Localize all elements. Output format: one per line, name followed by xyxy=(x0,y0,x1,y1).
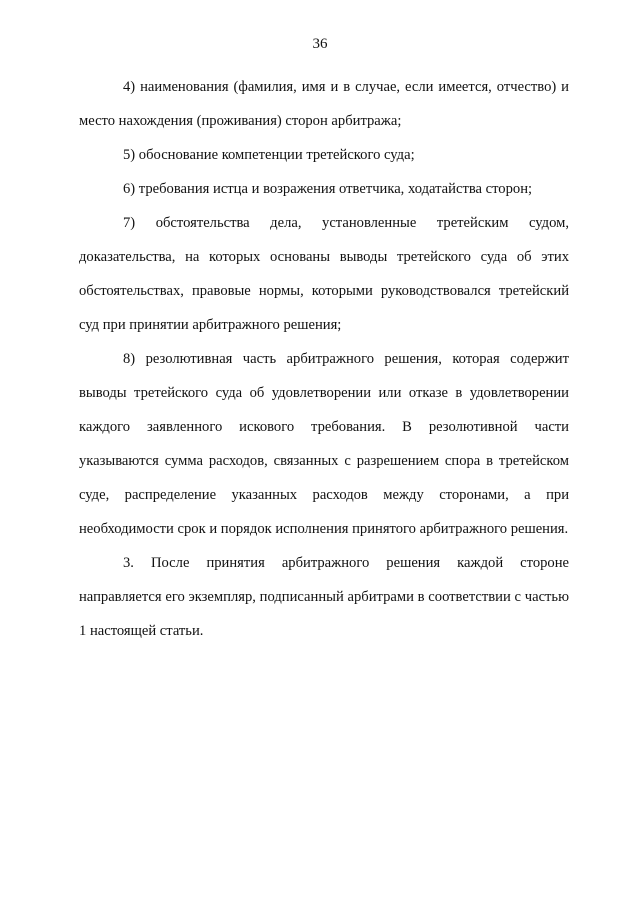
page-number: 36 xyxy=(312,36,328,52)
paragraph-item-6: 6) требования истца и возражения ответчика, ходатайства сторон; xyxy=(123,181,533,197)
paragraph-item-5: 5) обоснование компетенции третейского суда; xyxy=(123,147,415,163)
paragraph-item-7: 7) обстоятельства дела, установленные третейским судом, доказательства, на которых основаны выводы третейского суда об этих обстоятельствах, правовые нормы, которыми руководствовался третейский суд при принятии арбитражного решения; xyxy=(79,215,569,333)
paragraph-item-8: 8) резолютивная часть арбитражного решения, которая содержит выводы третейского суда об удовлетворении или отказе в удовлетворении каждого заявленного искового требования. В резолютивной части указываются сумма расходов, связанных с разрешением спора в третейском суде, распределение указанных расходов между сторонами, а при необходимости срок и порядок исполнения принятого арбитражного решения. xyxy=(79,351,569,537)
paragraph-item-4: 4) наименования (фамилия, имя и в случае, если имеется, отчество) и место нахождения (проживания) сторон арбитража; xyxy=(79,79,569,129)
paragraph-section-3: 3. После принятия арбитражного решения каждой стороне направляется его экземпляр, подписанный арбитрами в соответствии с частью 1 настоящей статьи. xyxy=(79,555,569,639)
document-body xyxy=(79,70,569,648)
